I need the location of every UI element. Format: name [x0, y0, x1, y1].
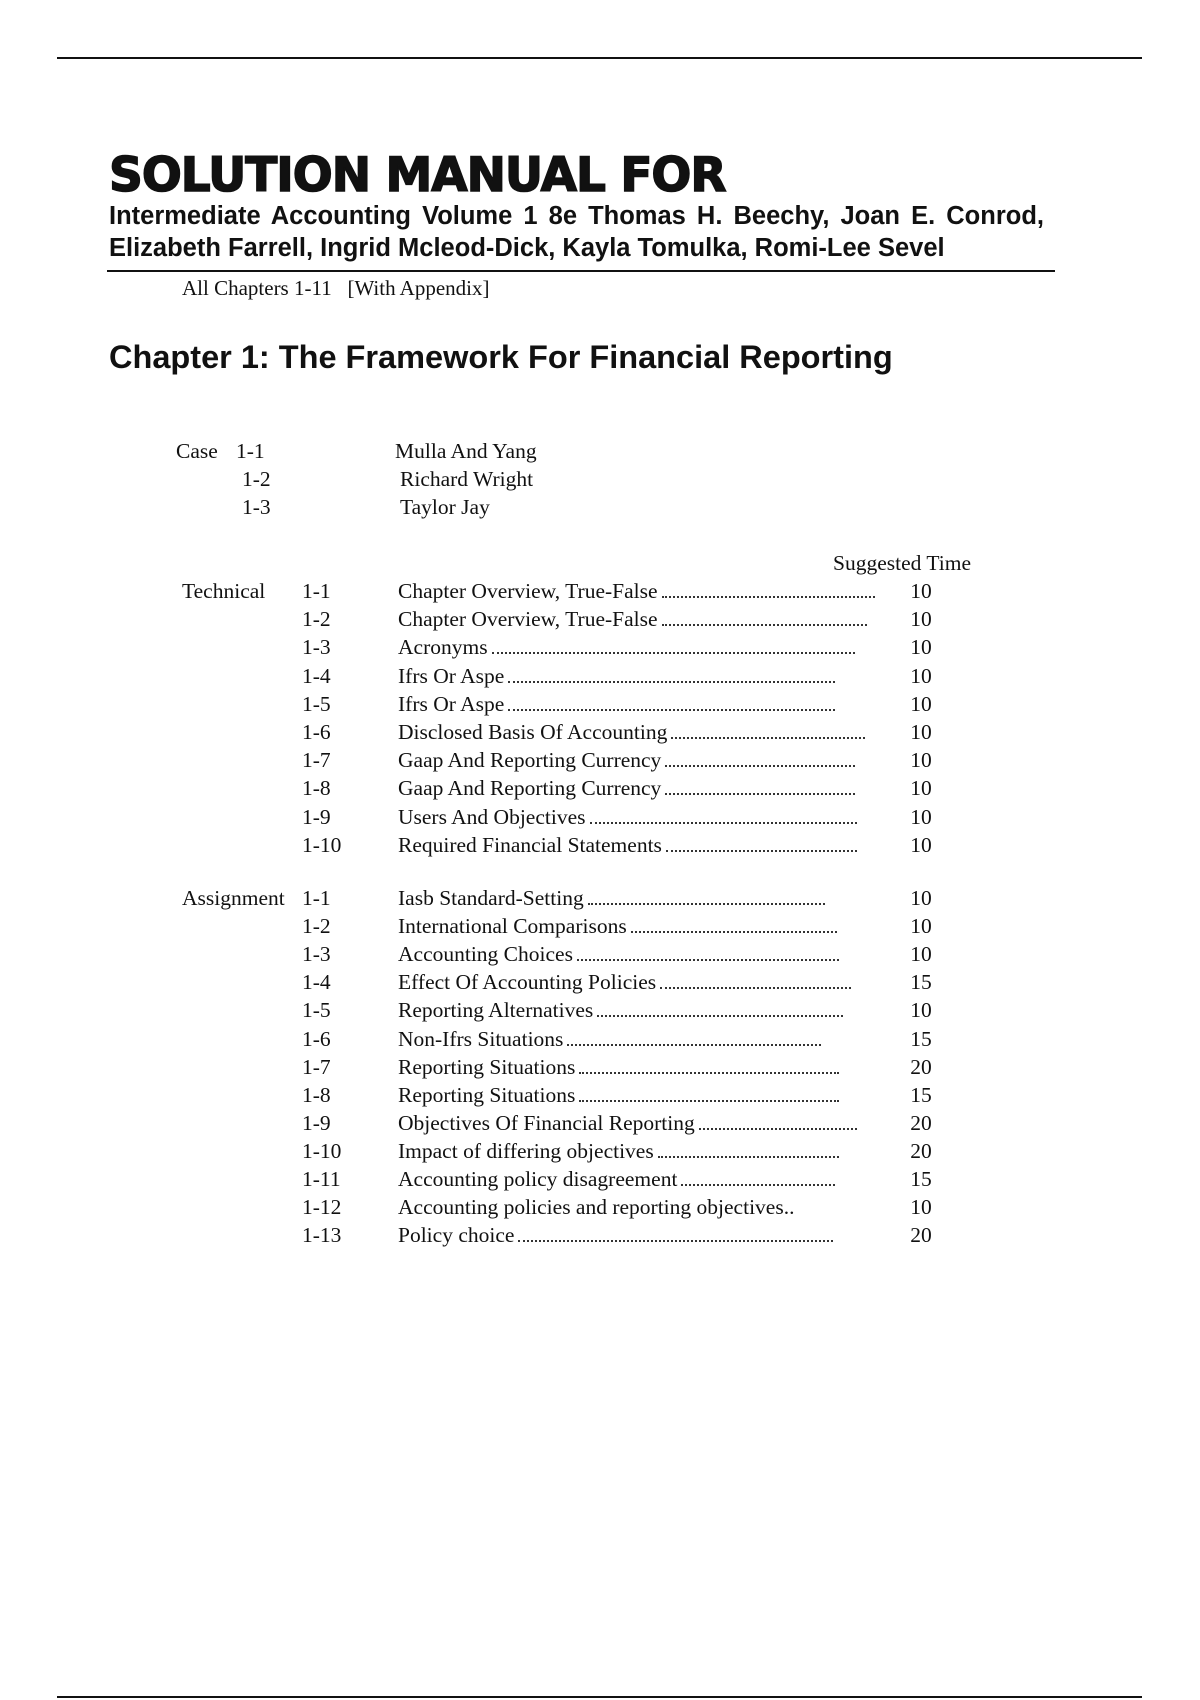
technical-time: 10 — [910, 607, 932, 632]
assignment-time: 15 — [910, 1167, 932, 1191]
subtitle-underline — [107, 270, 1055, 272]
assignment-number: 1-11 — [302, 1167, 341, 1191]
assignment-title-leader — [398, 1165, 838, 1193]
chapters-note: All Chapters 1-11 [With Appendix] — [182, 276, 490, 300]
dot-leader — [665, 793, 855, 795]
subtitle-line-2: Elizabeth Farrell, Ingrid Mcleod-Dick, Kayla Tomulka, Romi-Lee Sevel — [109, 234, 945, 262]
case-number: 1-2 — [242, 467, 271, 491]
assignment-title-leader — [398, 968, 854, 996]
assignment-title: Reporting Situations — [398, 1054, 576, 1079]
technical-title-leader — [398, 577, 878, 605]
dot-leader — [665, 765, 855, 767]
assignment-number: 1-2 — [302, 914, 331, 939]
assignment-row — [0, 884, 1200, 912]
technical-number: 1-2 — [302, 607, 331, 632]
assignment-title-leader — [398, 996, 846, 1024]
assignment-row — [0, 940, 1200, 968]
technical-row — [0, 633, 1200, 661]
dot-leader — [508, 681, 835, 683]
technical-time: 10 — [910, 832, 932, 857]
technical-title-leader — [398, 662, 838, 690]
assignment-time: 10 — [910, 1195, 932, 1220]
technical-number: 1-4 — [302, 663, 331, 688]
technical-time: 10 — [910, 579, 932, 603]
technical-time: 10 — [910, 776, 932, 801]
technical-time: 10 — [910, 720, 932, 744]
assignment-time: 10 — [910, 998, 932, 1023]
case-row — [0, 465, 1200, 493]
assignment-time: 10 — [910, 914, 932, 939]
technical-title-leader — [398, 803, 860, 831]
assignment-title-leader — [398, 1025, 824, 1053]
assignment-number: 1-8 — [302, 1082, 331, 1107]
assignment-title-leader — [398, 1137, 842, 1165]
assignment-time: 15 — [910, 970, 932, 995]
technical-title-leader — [398, 690, 838, 718]
book-subtitle — [109, 200, 1044, 264]
assignment-title: International Comparisons — [398, 914, 627, 939]
technical-title-leader — [398, 633, 858, 661]
case-section-label: Case — [176, 439, 218, 463]
technical-number: 1-9 — [302, 804, 331, 829]
technical-number: 1-8 — [302, 776, 331, 801]
technical-title: Chapter Overview, True-False — [398, 579, 658, 603]
assignment-row — [0, 1193, 1200, 1221]
assignment-number: 1-5 — [302, 998, 331, 1023]
assignment-row — [0, 968, 1200, 996]
top-rule — [57, 57, 1142, 59]
assignment-title: Accounting policies and reporting objectives.. — [398, 1195, 795, 1220]
assignment-title-leader — [398, 940, 842, 968]
technical-row — [0, 662, 1200, 690]
assignment-time: 10 — [910, 886, 932, 910]
technical-time: 10 — [910, 804, 932, 829]
case-title: Mulla And Yang — [395, 439, 537, 463]
assignment-title: Accounting Choices — [398, 942, 573, 967]
case-title: Richard Wright — [400, 467, 534, 491]
assignment-time: 15 — [910, 1082, 932, 1107]
technical-row — [0, 803, 1200, 831]
assignment-title: Effect Of Accounting Policies — [398, 970, 657, 995]
case-number: 1-1 — [236, 439, 265, 463]
assignment-time: 20 — [910, 1054, 932, 1079]
technical-title: Gaap And Reporting Currency — [398, 776, 662, 801]
technical-title-leader — [398, 718, 868, 746]
assignment-number: 1-7 — [302, 1054, 331, 1079]
assignment-row — [0, 1025, 1200, 1053]
assignment-row — [0, 1165, 1200, 1193]
bottom-rule — [57, 1696, 1142, 1698]
technical-number: 1-6 — [302, 720, 331, 744]
suggested-time-header: Suggested Time — [833, 551, 971, 575]
technical-title-leader — [398, 605, 870, 633]
technical-row — [0, 774, 1200, 802]
assignment-number: 1-13 — [302, 1223, 342, 1248]
technical-row — [0, 746, 1200, 774]
assignment-section-label: Assignment — [182, 886, 285, 910]
technical-title-leader — [398, 831, 860, 859]
case-row — [0, 437, 1200, 465]
technical-title: Ifrs Or Aspe — [398, 663, 505, 688]
technical-title: Gaap And Reporting Currency — [398, 748, 662, 773]
technical-number: 1-7 — [302, 748, 331, 773]
assignment-title-leader — [398, 884, 828, 912]
dot-leader — [662, 596, 875, 598]
assignment-row — [0, 1137, 1200, 1165]
assignment-row — [0, 996, 1200, 1024]
dot-leader — [699, 1128, 857, 1130]
technical-title-leader — [398, 746, 858, 774]
technical-section-label: Technical — [182, 579, 266, 603]
dot-leader — [671, 737, 865, 739]
dot-leader — [631, 931, 837, 933]
assignment-time: 15 — [910, 1026, 932, 1051]
assignment-time: 20 — [910, 1138, 932, 1163]
dot-leader — [579, 1072, 839, 1074]
assignment-row — [0, 912, 1200, 940]
dot-leader — [681, 1184, 835, 1186]
assignment-title: Reporting Situations — [398, 1082, 576, 1107]
dot-leader — [567, 1044, 821, 1046]
assignment-title: Impact of differing objectives — [398, 1138, 654, 1163]
technical-time: 10 — [910, 635, 932, 660]
case-row — [0, 493, 1200, 521]
assignment-row — [0, 1221, 1200, 1249]
assignment-number: 1-9 — [302, 1110, 331, 1135]
assignment-title-leader — [398, 1193, 842, 1221]
dot-leader — [579, 1100, 839, 1102]
dot-leader — [518, 1240, 833, 1242]
technical-time: 10 — [910, 691, 932, 716]
technical-row — [0, 718, 1200, 746]
assignment-number: 1-3 — [302, 942, 331, 967]
technical-row — [0, 605, 1200, 633]
dot-leader — [492, 652, 855, 654]
technical-time: 10 — [910, 663, 932, 688]
dot-leader — [577, 959, 839, 961]
technical-number: 1-1 — [302, 579, 331, 603]
dot-leader — [658, 1156, 839, 1158]
assignment-time: 20 — [910, 1223, 932, 1248]
assignment-title: Iasb Standard-Setting — [398, 886, 584, 910]
assignment-number: 1-6 — [302, 1026, 331, 1051]
technical-time: 10 — [910, 748, 932, 773]
assignment-title-leader — [398, 912, 840, 940]
document-title: SOLUTION MANUAL FOR — [109, 148, 726, 203]
assignment-number: 1-12 — [302, 1195, 342, 1220]
assignment-number: 1-1 — [302, 886, 331, 910]
assignment-title: Policy choice — [398, 1223, 515, 1248]
assignment-title-leader — [398, 1081, 842, 1109]
subtitle-line-1: Intermediate Accounting Volume 1 8e Thomas H. Beechy, Joan E. Conrod, — [109, 202, 1044, 230]
assignment-row — [0, 1109, 1200, 1137]
case-title: Taylor Jay — [400, 495, 490, 519]
dot-leader — [590, 822, 858, 824]
dot-leader — [597, 1015, 843, 1017]
technical-row — [0, 577, 1200, 605]
assignment-title: Accounting policy disagreement — [398, 1167, 678, 1191]
assignment-row — [0, 1053, 1200, 1081]
assignment-number: 1-4 — [302, 970, 331, 995]
assignment-title-leader — [398, 1221, 836, 1249]
technical-number: 1-3 — [302, 635, 331, 660]
assignment-title-leader — [398, 1053, 842, 1081]
technical-number: 1-5 — [302, 691, 331, 716]
technical-row — [0, 690, 1200, 718]
assignment-title: Reporting Alternatives — [398, 998, 594, 1023]
technical-title: Required Financial Statements — [398, 832, 662, 857]
technical-title-leader — [398, 774, 858, 802]
technical-title: Ifrs Or Aspe — [398, 691, 505, 716]
dot-leader — [508, 709, 835, 711]
assignment-time: 10 — [910, 942, 932, 967]
assignment-title: Non-Ifrs Situations — [398, 1026, 564, 1051]
technical-number: 1-10 — [302, 832, 342, 857]
technical-title: Acronyms — [398, 635, 488, 660]
assignment-time: 20 — [910, 1110, 932, 1135]
dot-leader — [588, 903, 825, 905]
technical-title: Chapter Overview, True-False — [398, 607, 658, 632]
technical-row — [0, 831, 1200, 859]
technical-title: Disclosed Basis Of Accounting — [398, 720, 668, 744]
dot-leader — [662, 624, 867, 626]
assignment-number: 1-10 — [302, 1138, 342, 1163]
assignment-row — [0, 1081, 1200, 1109]
assignment-title: Objectives Of Financial Reporting — [398, 1110, 695, 1135]
dot-leader — [666, 850, 857, 852]
case-number: 1-3 — [242, 495, 271, 519]
chapter-heading: Chapter 1: The Framework For Financial Reporting — [109, 339, 893, 375]
technical-title: Users And Objectives — [398, 804, 586, 829]
assignment-title-leader — [398, 1109, 860, 1137]
dot-leader — [660, 987, 851, 989]
